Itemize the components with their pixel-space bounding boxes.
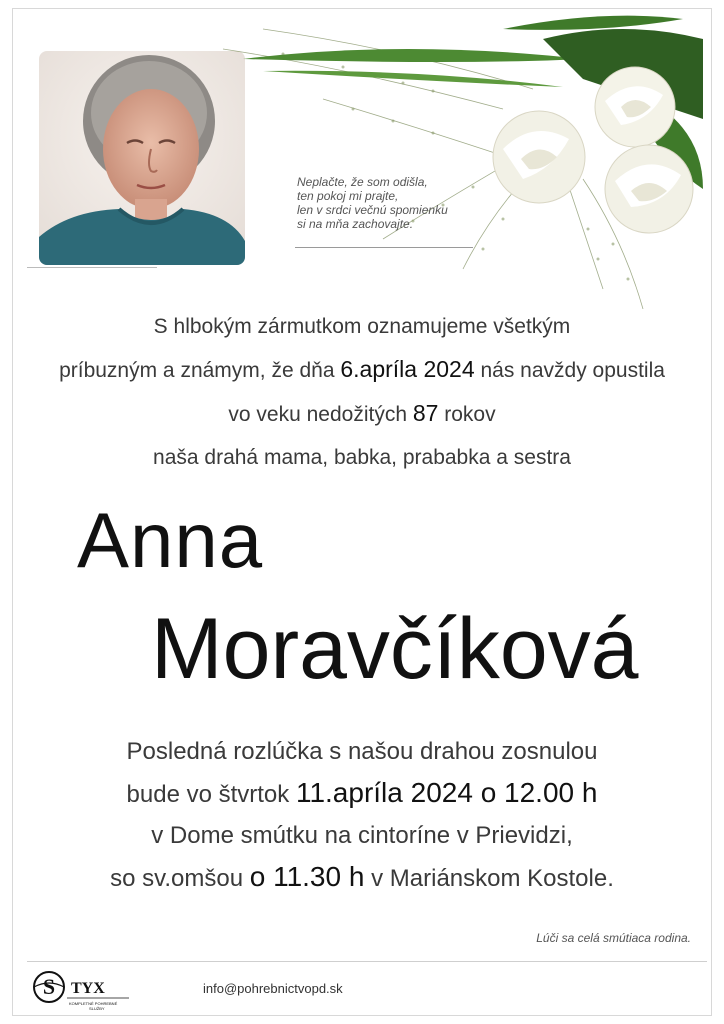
funeral-line: v Dome smútku na cintoríne v Prievidzi, [151, 822, 573, 849]
deceased-last-name: Moravčíková [151, 601, 639, 697]
poem-line: ten pokoj mi prajte, [297, 189, 399, 203]
funeral-line [13, 772, 711, 815]
funeral-text-part: v Mariánskom Kostole. [364, 865, 614, 892]
poem-underline [295, 247, 473, 248]
svg-text:S: S [42, 974, 56, 999]
poem-line: len v srdci večnú spomienku [297, 203, 448, 217]
announcement-text-part: príbuzným a známym, že dňa [59, 359, 341, 382]
announcement-text-part: vo veku nedožitých [228, 403, 413, 426]
footer-divider [27, 961, 707, 962]
mass-time: o 11.30 h [249, 861, 365, 892]
announcement-text-part: rokov [438, 403, 496, 426]
announcement-text [13, 305, 711, 479]
contact-email-link[interactable]: info@pohrebnictvopd.sk [203, 981, 343, 996]
roses-decoration [203, 9, 712, 309]
announcement-line: S hlbokým zármutkom oznamujeme všetkým [153, 315, 571, 338]
photo-underline [27, 267, 157, 268]
funeral-text-part: bude vo štvrtok [126, 781, 296, 808]
funeral-details [13, 731, 711, 899]
funeral-text-part: so sv.omšou [110, 865, 250, 892]
deceased-first-name: Anna [77, 496, 264, 584]
poem-line: si na mňa zachovajte. [297, 217, 414, 231]
announcement-line [13, 392, 711, 436]
funeral-line: Posledná rozlúčka s našou drahou zosnulou [126, 738, 598, 765]
logo-text: TYX [71, 980, 105, 997]
announcement-line [13, 348, 711, 392]
poem-line: Neplačte, že som odišla, [297, 175, 428, 189]
poem [297, 175, 487, 231]
svg-text:SLUŽBY: SLUŽBY [89, 1006, 105, 1011]
age: 87 [412, 400, 439, 426]
announcement-text-part: nás navždy opustila [474, 359, 665, 382]
obituary-page [12, 8, 712, 1016]
funeral-service-logo [31, 967, 131, 1011]
logo-subtext: KOMPLETNÉ POHREBNÉ [69, 1001, 118, 1006]
funeral-line [13, 856, 711, 899]
death-date: 6.apríla 2024 [340, 356, 475, 382]
announcement-line: naša drahá mama, babka, prababka a sestra [153, 446, 571, 469]
funeral-date: 11.apríla 2024 o 12.00 h [295, 777, 598, 808]
farewell-note: Lúči sa celá smútiaca rodina. [536, 931, 691, 945]
